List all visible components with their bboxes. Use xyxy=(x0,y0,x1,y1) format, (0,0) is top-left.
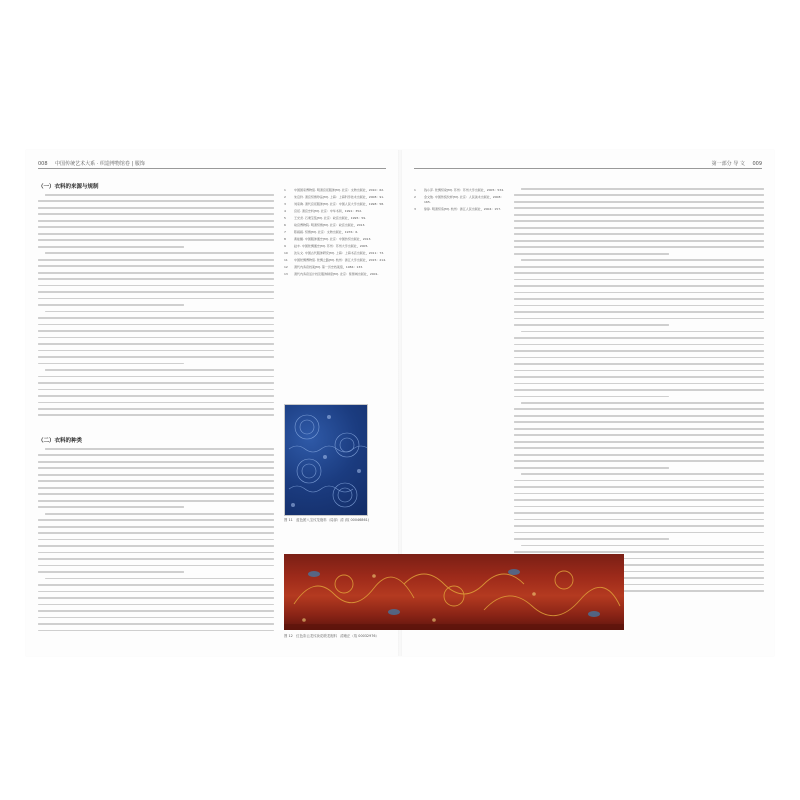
right-note-number: 3 xyxy=(414,206,416,211)
right-note-number: 2 xyxy=(414,194,416,199)
text-line xyxy=(514,493,764,495)
text-line xyxy=(38,584,274,586)
text-line xyxy=(514,324,669,326)
left-note-number: 1 xyxy=(284,188,286,192)
text-line xyxy=(38,363,184,365)
text-line xyxy=(38,324,274,326)
left-note-number: 4 xyxy=(284,208,286,213)
figure-blue-dragon-robe xyxy=(284,404,368,516)
text-line xyxy=(38,480,274,482)
left-note-text: 王光尧. 石渠宝笈[M]. 北京：故宫出版社，1995：59. xyxy=(294,215,367,220)
left-note xyxy=(284,202,390,207)
text-line xyxy=(45,578,274,580)
left-note-text: 赵丰. 中国丝绸通史[M]. 苏州：苏州大学出版社，2005. xyxy=(294,243,369,248)
text-line xyxy=(38,623,274,625)
left-note xyxy=(284,230,390,235)
text-line xyxy=(514,246,764,248)
text-line xyxy=(38,552,274,554)
text-line xyxy=(514,240,764,242)
text-line xyxy=(38,226,274,228)
text-line xyxy=(38,402,274,404)
text-line xyxy=(514,363,764,365)
text-line xyxy=(514,383,764,385)
text-line xyxy=(514,214,764,216)
text-line xyxy=(38,506,184,508)
text-line xyxy=(45,194,274,196)
right-running-title: 第一部分 导 文 xyxy=(711,161,745,167)
text-line xyxy=(38,604,274,606)
text-line xyxy=(38,317,274,319)
text-line xyxy=(38,207,274,209)
text-line xyxy=(38,389,274,391)
text-line xyxy=(514,376,764,378)
text-line xyxy=(38,239,274,241)
text-line xyxy=(38,414,274,416)
text-line xyxy=(514,396,669,398)
left-note-number: 3 xyxy=(284,201,286,206)
left-note xyxy=(284,265,390,270)
left-note xyxy=(284,195,390,200)
right-header-rule xyxy=(414,168,762,169)
text-line xyxy=(514,227,764,229)
section1-title: （一）衣料的来源与规制 xyxy=(38,184,99,190)
right-note-number: 1 xyxy=(414,188,416,192)
text-line xyxy=(38,213,274,215)
text-line xyxy=(38,408,274,410)
text-line xyxy=(38,259,274,261)
text-line xyxy=(514,538,669,540)
text-line xyxy=(514,194,764,196)
text-line xyxy=(38,487,274,489)
text-line xyxy=(514,357,764,359)
text-line xyxy=(521,259,764,261)
text-line xyxy=(514,532,764,534)
left-note-number: 5 xyxy=(284,215,286,220)
left-note-text: 中国国家博物馆. 明清宫廷服饰[M]. 北京：文物出版社，2010：62. xyxy=(294,188,385,192)
text-line xyxy=(521,402,764,404)
left-note-text: 沈从文. 中国古代服饰研究[M]. 上海：上海书店出版社，2011：73. xyxy=(294,250,385,255)
right-running-head xyxy=(712,160,762,167)
text-line xyxy=(45,369,274,371)
left-note-number: 2 xyxy=(284,194,286,199)
right-note-text: 金文俊. 中国传统纹样[M]. 北京：人民美术出版社，2008：165. xyxy=(424,194,504,204)
left-note xyxy=(284,188,390,193)
text-line xyxy=(38,565,274,567)
left-note xyxy=(284,209,390,214)
left-note-number: 7 xyxy=(284,229,286,234)
right-note xyxy=(414,195,506,205)
text-line xyxy=(38,343,274,345)
left-note-text: 中国丝绸博物馆. 丝绸之路[M]. 杭州：浙江大学出版社，2015：214. xyxy=(294,257,387,262)
left-notes xyxy=(284,188,390,279)
text-line xyxy=(38,610,274,612)
text-line xyxy=(514,233,764,235)
text-line xyxy=(38,545,274,547)
right-note xyxy=(414,188,506,193)
text-line xyxy=(38,467,274,469)
text-line xyxy=(38,233,274,235)
section2-title: （二）衣料的种类 xyxy=(38,438,83,444)
text-line xyxy=(38,617,274,619)
text-line xyxy=(38,597,274,599)
text-line xyxy=(514,279,764,281)
text-line xyxy=(514,499,764,501)
text-line xyxy=(38,265,274,267)
left-running-head xyxy=(38,160,145,167)
text-line xyxy=(38,591,274,593)
text-line xyxy=(514,201,764,203)
text-line xyxy=(514,350,764,352)
left-body-text-1 xyxy=(38,194,274,426)
left-note xyxy=(284,258,390,263)
left-note xyxy=(284,244,390,249)
figure2-caption: 图 12 红色彩云龙纹妆花缎龙袍料 清雍正（故 00032976） xyxy=(284,634,379,638)
text-line xyxy=(38,330,274,332)
text-line xyxy=(514,441,764,443)
red-dragon-pattern xyxy=(284,554,624,630)
text-line xyxy=(514,434,764,436)
left-note-number: 8 xyxy=(284,236,286,241)
text-line xyxy=(514,318,764,320)
figure-red-dragon-robe xyxy=(284,554,624,630)
text-line xyxy=(38,246,184,248)
left-body-text-2 xyxy=(38,448,274,644)
text-line xyxy=(514,272,764,274)
text-line xyxy=(38,304,184,306)
text-line xyxy=(38,558,274,560)
text-line xyxy=(38,493,274,495)
text-line xyxy=(521,545,764,547)
right-page-number: 009 xyxy=(752,161,762,167)
text-line xyxy=(38,291,274,293)
left-note-text: 刘家驹. 清代宫廷服饰[M]. 北京：中国人民大学出版社，1998：58. xyxy=(294,201,385,206)
left-running-title: 中国传统艺术大系 · 织造博物馆卷 | 服饰 xyxy=(55,161,145,167)
left-note xyxy=(284,237,390,242)
text-line xyxy=(514,467,669,469)
right-note-text: 徐铮. 明清织造[M]. 杭州：浙江人民出版社，2004：157. xyxy=(424,206,502,211)
text-line xyxy=(514,551,764,553)
left-note-text: 黄能馥. 中国服饰通史[M]. 北京：中国纺织出版社，2013. xyxy=(294,236,372,241)
text-line xyxy=(45,252,274,254)
text-line xyxy=(38,395,274,397)
text-line xyxy=(514,285,764,287)
text-line xyxy=(38,526,274,528)
text-line xyxy=(514,305,764,307)
left-note-number: 13 xyxy=(284,271,288,276)
right-note xyxy=(414,207,506,212)
left-note-number: 10 xyxy=(284,250,288,255)
text-line xyxy=(38,272,274,274)
text-line xyxy=(514,389,764,391)
text-line xyxy=(514,454,764,456)
text-line xyxy=(514,344,764,346)
text-line xyxy=(514,370,764,372)
text-line xyxy=(514,266,764,268)
text-line xyxy=(514,220,764,222)
text-line xyxy=(514,311,764,313)
left-note-text: 陈娟娟. 织绣[M]. 北京：文物出版社，1976：6. xyxy=(294,229,359,234)
left-note xyxy=(284,216,390,221)
left-note-text: 朱启钤. 清宫织绣珍品[M]. 上海：上海科学技术出版社，2008：91. xyxy=(294,194,385,199)
text-line xyxy=(514,292,764,294)
text-line xyxy=(38,474,274,476)
text-line xyxy=(521,331,764,333)
text-line xyxy=(514,506,764,508)
left-note xyxy=(284,251,390,256)
text-line xyxy=(38,532,274,534)
figure1-caption: 图 11 蓝色团八宝纹龙袍料（局部）清 (故 00046861) xyxy=(284,518,370,522)
text-line xyxy=(514,525,764,527)
text-line xyxy=(45,311,274,313)
text-line xyxy=(38,382,274,384)
text-line xyxy=(514,253,669,255)
left-header-rule xyxy=(38,168,386,169)
right-body-text xyxy=(514,188,764,604)
text-line xyxy=(38,630,274,632)
text-line xyxy=(38,278,274,280)
text-line xyxy=(38,220,274,222)
left-page-number: 008 xyxy=(38,161,48,167)
left-note xyxy=(284,272,390,277)
text-line xyxy=(514,337,764,339)
text-line xyxy=(38,454,274,456)
text-line xyxy=(514,447,764,449)
left-note-text: 宫廷. 清宫史料[M]. 北京：中华书局，1991：352. xyxy=(294,208,363,213)
text-line xyxy=(38,337,274,339)
text-line xyxy=(45,513,274,515)
left-note-number: 9 xyxy=(284,243,286,248)
text-line xyxy=(514,486,764,488)
left-note xyxy=(284,223,390,228)
book-spread xyxy=(26,150,774,656)
right-notes xyxy=(414,188,506,214)
text-line xyxy=(38,500,274,502)
text-line xyxy=(514,421,764,423)
left-note-text: 清代内务府档案[M]. 第一历史档案馆，1984：133. xyxy=(294,264,364,269)
left-note-text: 清代内务府活计档及服饰制度[M]. 北京：紫禁城出版社，2001. xyxy=(294,271,379,276)
left-note-text: 故宫博物院. 明清织绣[M]. 北京：故宫出版社，2013. xyxy=(294,222,366,227)
left-note-number: 11 xyxy=(284,257,288,262)
text-line xyxy=(514,512,764,514)
text-line xyxy=(38,350,274,352)
text-line xyxy=(514,428,764,430)
text-line xyxy=(38,298,274,300)
text-line xyxy=(514,415,764,417)
text-line xyxy=(38,285,274,287)
text-line xyxy=(38,376,274,378)
text-line xyxy=(38,519,274,521)
text-line xyxy=(38,200,274,202)
text-line xyxy=(38,539,274,541)
left-note-number: 12 xyxy=(284,264,288,269)
text-line xyxy=(38,356,274,358)
text-line xyxy=(514,480,764,482)
text-line xyxy=(38,571,184,573)
left-note-number: 6 xyxy=(284,222,286,227)
text-line xyxy=(45,448,274,450)
text-line xyxy=(514,460,764,462)
text-line xyxy=(521,188,764,190)
blue-roundel-pattern xyxy=(285,405,367,515)
text-line xyxy=(514,207,764,209)
text-line xyxy=(514,408,764,410)
right-note-text: 钱小萍. 丝绸织染[M]. 苏州：苏州大学出版社，2005：534. xyxy=(424,188,505,192)
text-line xyxy=(38,461,274,463)
text-line xyxy=(521,473,764,475)
text-line xyxy=(514,519,764,521)
text-line xyxy=(514,298,764,300)
